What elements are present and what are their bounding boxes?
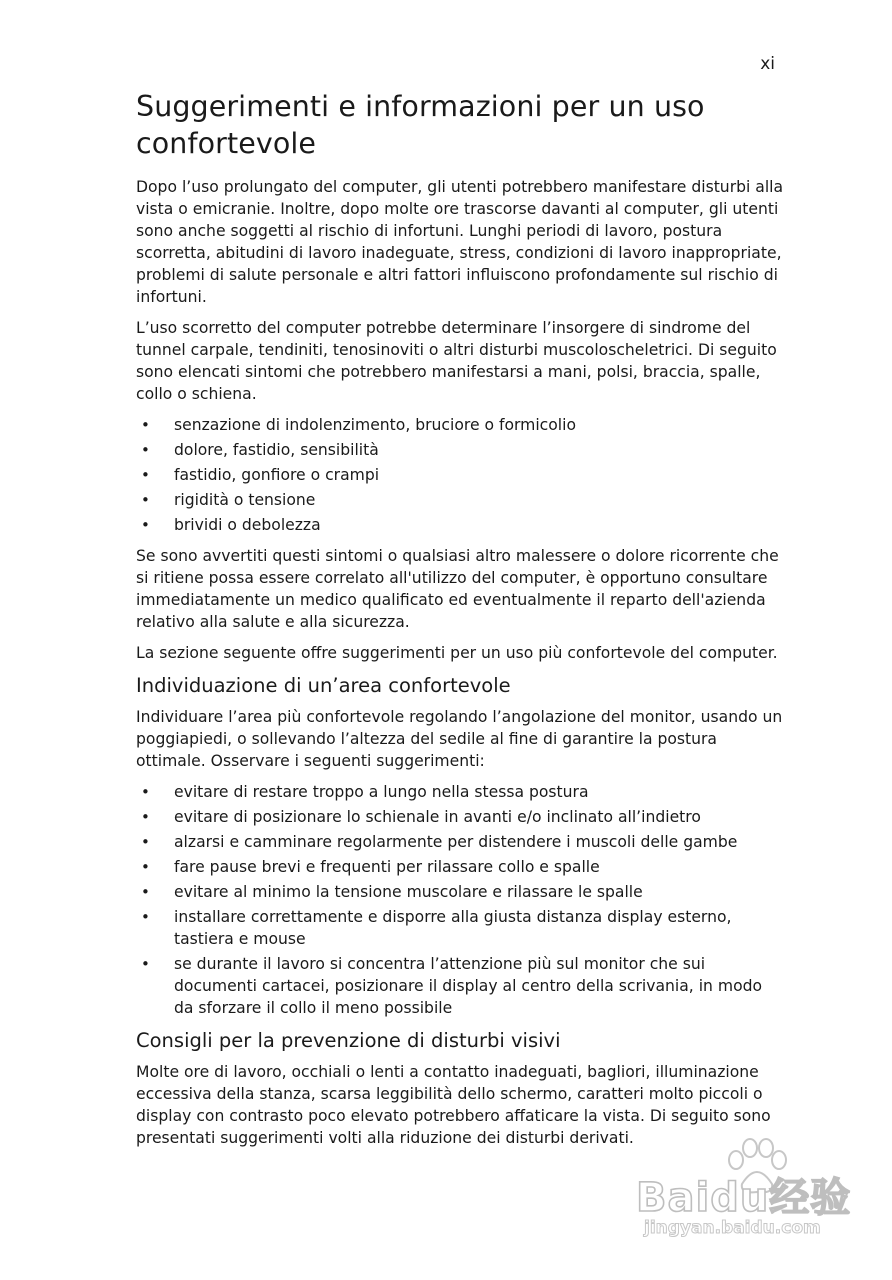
list-item: • se durante il lavoro si concentra l’attenzione più sul monitor che sui documenti cartacei, posizionare il display al centro della scrivania, in modo da sforzare il collo il meno possibile bbox=[141, 955, 763, 1017]
bullet-icon: • bbox=[141, 955, 150, 973]
list-item: • dolore, fastidio, sensibilità bbox=[141, 441, 379, 459]
list-item: • brividi o debolezza bbox=[141, 516, 321, 534]
list-item: • evitare di posizionare lo schienale in avanti e/o inclinato all’indietro bbox=[141, 808, 701, 826]
intro-paragraph-2: L’uso scorretto del computer potrebbe determinare l’insorgere di sindrome del tunnel carpale, tendiniti, tenosinoviti o altri disturbi muscoloscheletrici. Di seguito sono elencati sintomi che potrebbero manifestarsi a mani, polsi, braccia, spalle, collo o schiena. bbox=[136, 319, 777, 403]
bullet-icon: • bbox=[141, 416, 150, 434]
list-item: • installare correttamente e disporre alla giusta distanza display esterno, tastiera e mouse bbox=[141, 908, 732, 948]
list-item: • senzazione di indolenzimento, bruciore o formicolio bbox=[141, 416, 577, 434]
comfort-tips-list bbox=[136, 781, 786, 1019]
bullet-icon: • bbox=[141, 466, 150, 484]
bullet-icon: • bbox=[141, 516, 150, 534]
page-number: xi bbox=[760, 54, 775, 74]
page-title: Suggerimenti e informazioni per un uso confortevole bbox=[136, 90, 705, 160]
intro-paragraph-1: Dopo l’uso prolungato del computer, gli utenti potrebbero manifestare disturbi alla vista o emicranie. Inoltre, dopo molte ore trascorse davanti al computer, gli utenti sono anche soggetti al rischio di infortuni. Lunghi periodi di lavoro, postura scorretta, abitudini di lavoro inadeguate, stress, condizioni di lavoro inappropriate, problemi di salute personale e altri fattori influiscono profondamente sul rischio di infortuni. bbox=[136, 178, 784, 306]
document-body bbox=[136, 88, 786, 1158]
vision-paragraph: Molte ore di lavoro, occhiali o lenti a contatto inadeguati, bagliori, illuminazione eccessiva della stanza, scarsa leggibilità dello schermo, caratteri molto piccoli o display con contrasto poco elevato potrebbero affaticare la vista. Di seguito sono presentati suggerimenti volti alla riduzione dei disturbi derivati. bbox=[136, 1063, 771, 1147]
watermark-logo: Baidu经验 bbox=[636, 1175, 852, 1221]
section-intro-paragraph: La sezione seguente offre suggerimenti per un uso più confortevole del computer. bbox=[136, 644, 778, 662]
list-item: • evitare al minimo la tensione muscolare e rilassare le spalle bbox=[141, 883, 643, 901]
baidu-watermark bbox=[636, 1136, 856, 1246]
bullet-icon: • bbox=[141, 491, 150, 509]
list-item: • alzarsi e camminare regolarmente per distendere i muscoli delle gambe bbox=[141, 833, 738, 851]
list-item: • evitare di restare troppo a lungo nella stessa postura bbox=[141, 783, 589, 801]
comfort-area-heading: Individuazione di un’area confortevole bbox=[136, 674, 511, 697]
symptoms-advice-paragraph: Se sono avvertiti questi sintomi o qualsiasi altro malessere o dolore ricorrente che si ritiene possa essere correlato all'utilizzo del computer, è opportuno consultare immediatamente un medico qualificato ed eventualmente il reparto dell'azienda relativo alla salute e alla sicurezza. bbox=[136, 547, 779, 631]
bullet-icon: • bbox=[141, 908, 150, 926]
comfort-area-paragraph: Individuare l’area più confortevole regolando l’angolazione del monitor, usando un poggiapiedi, o sollevando l’altezza del sedile al fine di garantire la postura ottimale. Osservare i seguenti suggerimenti: bbox=[136, 708, 783, 770]
vision-heading: Consigli per la prevenzione di disturbi visivi bbox=[136, 1029, 561, 1052]
bullet-icon: • bbox=[141, 441, 150, 459]
list-item: • rigidità o tensione bbox=[141, 491, 316, 509]
bullet-icon: • bbox=[141, 833, 150, 851]
symptoms-list bbox=[136, 414, 786, 536]
watermark-url: jingyan.baidu.com bbox=[644, 1218, 821, 1238]
bullet-icon: • bbox=[141, 808, 150, 826]
list-item: • fastidio, gonfiore o crampi bbox=[141, 466, 380, 484]
bullet-icon: • bbox=[141, 858, 150, 876]
bullet-icon: • bbox=[141, 883, 150, 901]
bullet-icon: • bbox=[141, 783, 150, 801]
list-item: • fare pause brevi e frequenti per rilassare collo e spalle bbox=[141, 858, 600, 876]
